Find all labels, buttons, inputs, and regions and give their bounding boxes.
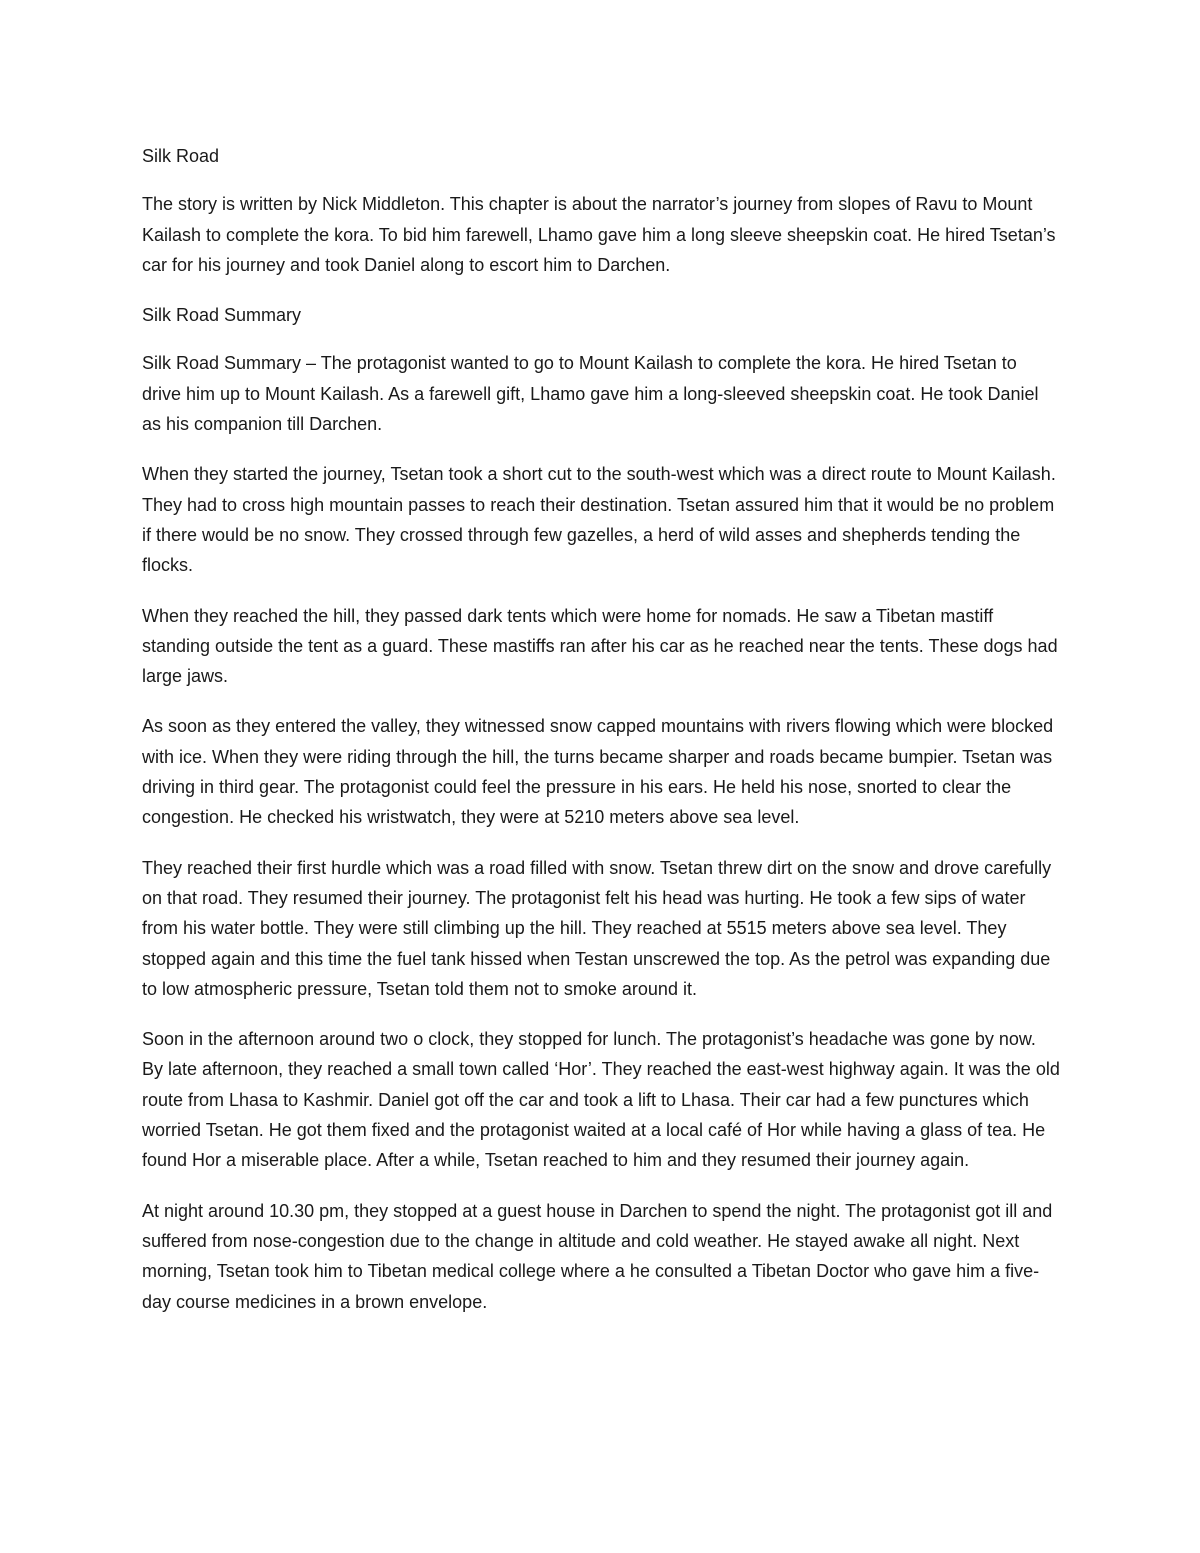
summary-paragraph: When they reached the hill, they passed dark tents which were home for nomads. He saw a Tibetan mastiff standing outside the tent as a guard. These mastiffs ran after his car as he reached near the tents. These dogs had large jaws. bbox=[142, 605, 1058, 687]
summary-paragraph: Soon in the afternoon around two o clock, they stopped for lunch. The protagonist’s headache was gone by now. By late afternoon, they reached a small town called ‘Hor’. They reached the east-west highway again. It was the old route from Lhasa to Kashmir. Daniel got off the car and took a lift to Lhasa. Their car had a few punctures which worried Tsetan. He got them fixed and the protagonist waited at a local café of Hor while having a glass of tea. He found Hor a miserable place. After a while, Tsetan reached to him and they resumed their journey again. bbox=[142, 1029, 1060, 1171]
intro-paragraph: The story is written by Nick Middleton. This chapter is about the narrator’s journey from slopes of Ravu to Mount Kailash to complete the kora. To bid him farewell, Lhamo gave him a long sleeve sheepskin coat. He hired Tsetan’s car for his journey and took Daniel along to escort him to Darchen. bbox=[142, 194, 1056, 275]
summary-heading: Silk Road Summary bbox=[142, 305, 302, 326]
summary-paragraph: When they started the journey, Tsetan took a short cut to the south-west which was a direct route to Mount Kailash. They had to cross high mountain passes to reach their destination. Tsetan assured him that it would be no problem if there would be no snow. They crossed through few gazelles, a herd of wild asses and shepherds tending the flocks. bbox=[142, 464, 1056, 576]
summary-paragraph: At night around 10.30 pm, they stopped at a guest house in Darchen to spend the night. The protagonist got ill and suffered from nose-congestion due to the change in altitude and cold weather. He stayed awake all night. Next morning, Tsetan took him to Tibetan medical college where a he consulted a Tibetan Doctor who gave him a five-day course medicines in a brown envelope. bbox=[142, 1200, 1053, 1312]
document-body bbox=[142, 141, 1060, 1337]
summary-paragraph: They reached their first hurdle which was a road filled with snow. Tsetan threw dirt on the snow and drove carefully on that road. They resumed their journey. The protagonist felt his head was hurting. He took a few sips of water from his water bottle. They were still climbing up the hill. They reached at 5515 meters above sea level. They stopped again and this time the fuel tank hissed when Testan unscrewed the top. As the petrol was expanding due to low atmospheric pressure, Tsetan told them not to smoke around it. bbox=[142, 857, 1052, 999]
summary-paragraph: As soon as they entered the valley, they witnessed snow capped mountains with rivers flowing which were blocked with ice. When they were riding through the hill, the turns became sharper and roads became bumpier. Tsetan was driving in third gear. The protagonist could feel the pressure in his ears. He held his nose, snorted to clear the congestion. He checked his wristwatch, they were at 5210 meters above sea level. bbox=[142, 716, 1054, 828]
document-title: Silk Road bbox=[142, 146, 220, 166]
summary-paragraph: Silk Road Summary – The protagonist wanted to go to Mount Kailash to complete the kora. He hired Tsetan to drive him up to Mount Kailash. As a farewell gift, Lhamo gave him a long-sleeved sheepskin coat. He took Daniel as his companion till Darchen. bbox=[142, 353, 1039, 435]
